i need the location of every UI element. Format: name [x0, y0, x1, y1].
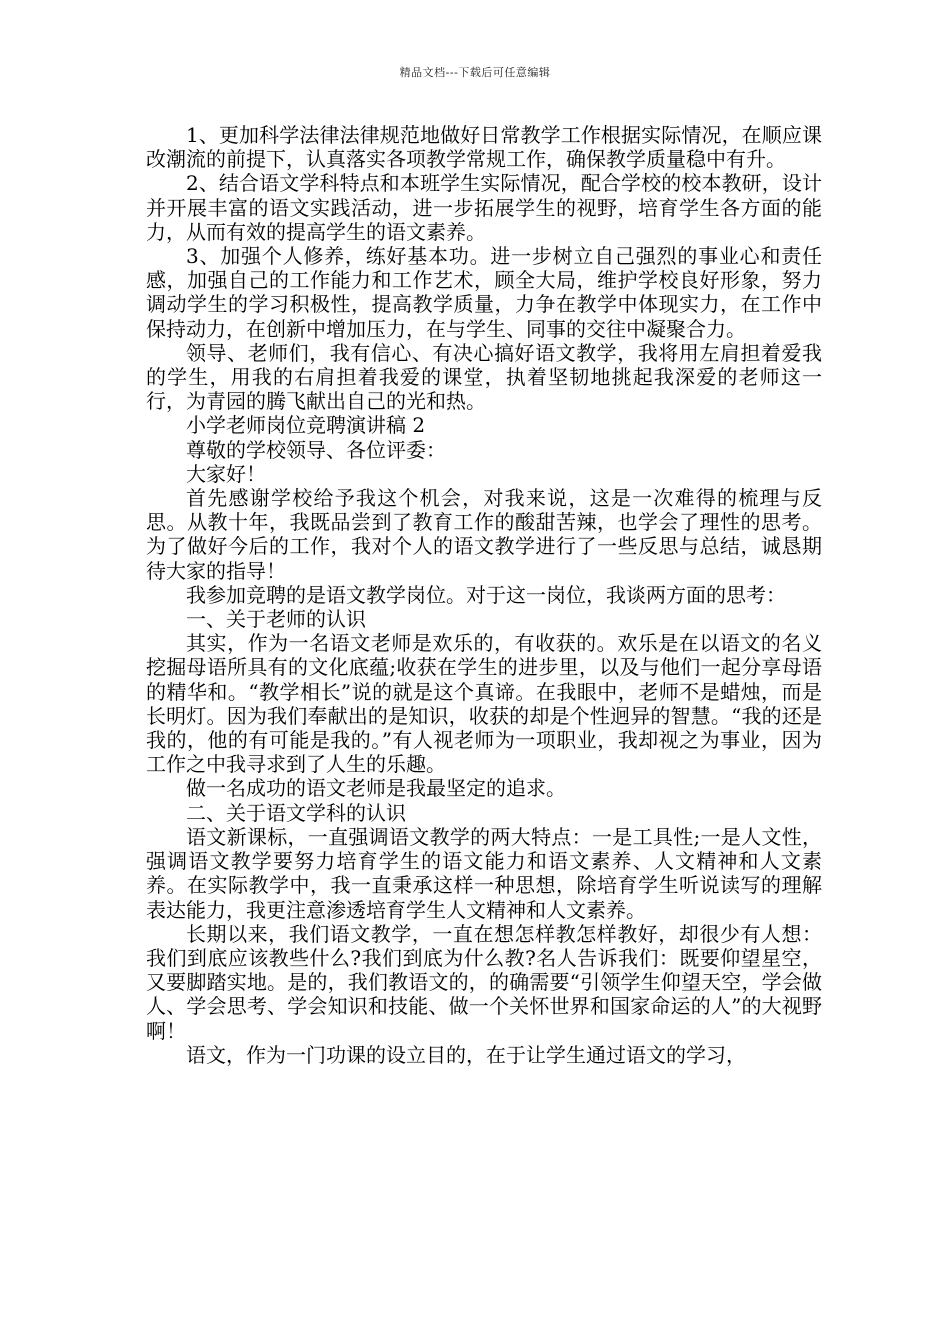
page-header-watermark: 精品文档---下载后可任意编辑 — [399, 66, 551, 79]
speech-title: 小学老师岗位竞聘演讲稿 2 — [186, 413, 426, 438]
salutation: 尊敬的学校领导、各位评委： — [186, 437, 446, 462]
paragraph-curriculum: 语文新课标，一直强调语文教学的两大特点：一是工具性;一是人文性，强调语文教学要努力培育学生的语文能力和语文素养、人文精神和人文素养。在实际教学中，我一直秉承这样一种思想，除培育学生听说读写的理解表达能力，我更注意渗透培育学生人文精神和人文素养。 — [146, 824, 822, 922]
section-heading-teacher: 一、关于老师的认识 — [186, 607, 366, 632]
paragraph-goal-2: 2、结合语文学科特点和本班学生实际情况，配合学校的校本教研，设计并开展丰富的语文实践活动，进一步拓展学生的视野，培育学生各方面的能力，从而有效的提高学生的语文素养。 — [146, 171, 822, 244]
paragraph-intro: 首先感谢学校给予我这个机会，对我来说，这是一次难得的梳理与反思。从教十年，我既品尝到了教育工作的酸甜苦辣，也学会了理性的思考。为了做好今后的工作，我对个人的语文教学进行了一些反思与总结，诚恳期待大家的指导！ — [146, 486, 822, 583]
paragraph-closing: 领导、老师们，我有信心、有决心搞好语文教学，我将用左肩担着爱我的学生，用我的右肩担着我爱的课堂，执着坚韧地挑起我深爱的老师这一行，为青园的腾飞献出自己的光和热。 — [146, 340, 822, 414]
paragraph-reflection: 长期以来，我们语文教学，一直在想怎样教怎样教好，却很少有人想：我们到底应该教些什么?我们到底为什么教?名人告诉我们：既要仰望星空，又要脚踏实地。是的，我们教语文的，的确需要“引领学生仰望天空，学会做人、学会思考、学会知识和技能、做一个关怀世界和国家命运的人”的大视野啊！ — [146, 921, 822, 1043]
greeting: 大家好！ — [186, 461, 266, 486]
paragraph-purpose: 语文，作为一门功课的设立目的，在于让学生通过语文的学习， — [186, 1042, 746, 1067]
paragraph-goal-1: 1、更加科学法律法律规范地做好日常教学工作根据实际情况，在顺应课改潮流的前提下，认真落实各项教学常规工作，确保教学质量稳中有升。 — [146, 123, 822, 172]
paragraph-pursuit: 做一名成功的语文老师是我最坚定的追求。 — [186, 776, 566, 801]
paragraph-goal-3: 3、加强个人修养，练好基本功。进一步树立自己强烈的事业心和责任感，加强自己的工作能力和工作艺术，顾全大局，维护学校良好形象，努力调动学生的学习积极性，提高教学质量，力争在教学中体现实力，在工作中保持动力，在创新中增加压力，在与学生、同事的交往中凝聚合力。 — [146, 244, 822, 341]
paragraph-position: 我参加竞聘的是语文教学岗位。对于这一岗位，我谈两方面的思考： — [186, 582, 786, 607]
section-heading-subject: 二、关于语文学科的认识 — [186, 800, 406, 825]
document-body — [146, 123, 822, 1067]
paragraph-teacher-view: 其实，作为一名语文老师是欢乐的，有收获的。欢乐是在以语文的名义挖掘母语所具有的文化底蕴;收获在学生的进步里，以及与他们一起分享母语的精华和。“教学相长”说的就是这个真谛。在我眼中，老师不是蜡烛，而是长明灯。因为我们奉献出的是知识，收获的却是个性迥异的智慧。“我的还是我的，他的有可能是我的。”有人视老师为一项职业，我却视之为事业，因为工作之中我寻求到了人生的乐趣。 — [146, 631, 822, 777]
